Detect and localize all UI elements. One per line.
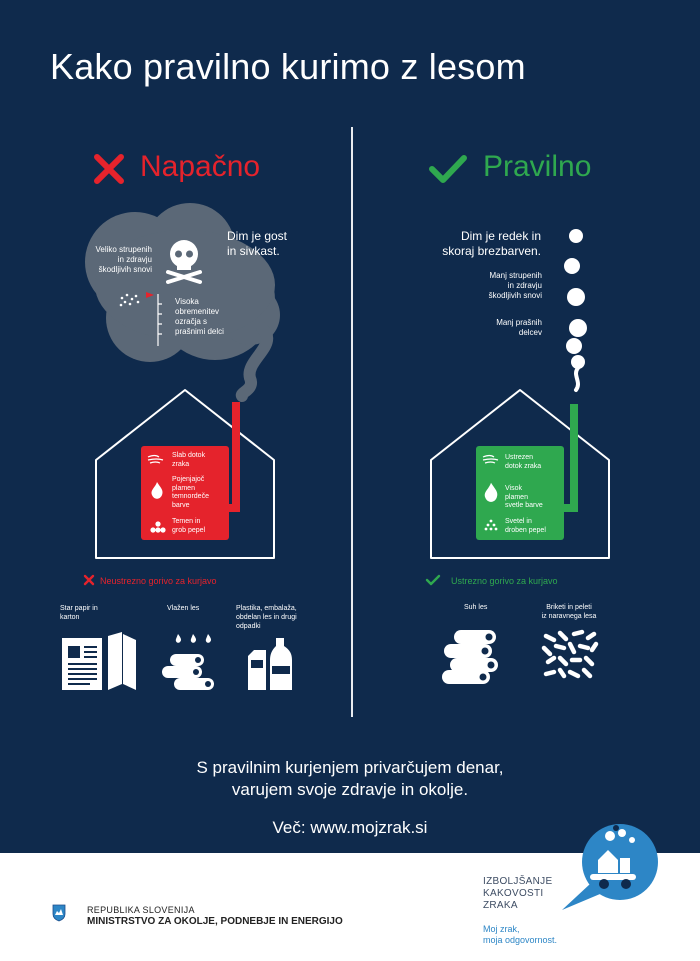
note-line: Manj prašnih — [496, 318, 542, 327]
stove-line: Slab dotok — [172, 452, 206, 459]
fuel-line: karton — [60, 614, 80, 621]
air-quality-bubble-logo — [560, 818, 660, 918]
right-fuel-heading: Ustrezno gorivo za kurjavo — [451, 576, 558, 586]
stove-right-flame — [505, 485, 543, 511]
fuel-line: Suh les — [464, 604, 488, 611]
note-line: obremenitev — [175, 307, 220, 316]
fuel-line: Star papir in — [60, 605, 98, 612]
stove-line: plamen — [505, 493, 528, 501]
fuel-line: Briketi in peleti — [546, 604, 592, 611]
ministry-label: MINISTRSTVO ZA OKOLJE, PODNEBJE IN ENERGIJO — [87, 916, 343, 927]
stove-line: Ustrezen — [505, 454, 534, 461]
message-line: varujem svoje zdravje in okolje. — [231, 780, 469, 799]
campaign-slogan — [483, 924, 557, 946]
note-line: škodljivih snovi — [98, 265, 152, 274]
note-line: Veliko strupenih — [95, 245, 152, 254]
stove-line: Pojenjajoč — [172, 476, 205, 483]
note-line: skoraj brezbarven. — [442, 244, 541, 258]
fuel-briquettes-label — [538, 603, 600, 621]
stove-line: dotok zraka — [505, 462, 542, 470]
note-line: ozračja s — [175, 317, 208, 326]
fuel-line: odpadki — [236, 623, 261, 630]
fuel-line: Vlažen les — [167, 605, 200, 612]
stove-right-air — [505, 454, 541, 471]
note-line: in sivkast. — [227, 244, 280, 258]
note-line: in zdravju — [117, 255, 152, 264]
stove-line: Visok — [505, 485, 522, 492]
note-line: in zdravju — [507, 281, 542, 290]
campaign-line: ZRAKA — [483, 900, 518, 911]
fuel-line: obdelan les in drugi — [236, 614, 297, 621]
flame-icon — [483, 482, 499, 504]
note-line: delcev — [518, 328, 542, 337]
stove-line: temnordeče — [172, 493, 209, 500]
note-line: Dim je gost — [227, 229, 288, 243]
more-info-link[interactable]: Več: www.mojzrak.si — [272, 818, 428, 837]
stove-line: zraka — [172, 460, 190, 468]
note-line: Dim je redek in — [460, 229, 541, 243]
republic-label: REPUBLIKA SLOVENIJA — [87, 905, 195, 915]
pellets-icon — [540, 630, 600, 682]
stove-right-ash — [505, 518, 546, 535]
stove-line: svetle barve — [505, 502, 543, 509]
slogan-line: Moj zrak, — [483, 924, 520, 934]
note-line: prašnimi delci — [175, 327, 224, 336]
wind-icon — [482, 454, 500, 466]
small-check-icon — [426, 575, 440, 585]
stove-line: barve — [172, 501, 190, 509]
fuel-dry-wood-label — [464, 603, 487, 612]
campaign-line: KAKOVOSTI — [483, 888, 544, 899]
campaign-line: IZBOLJŠANJE — [483, 876, 553, 887]
right-heading: Pravilno — [483, 150, 592, 183]
slogan-line: moja odgovornost. — [483, 935, 558, 945]
dry-logs-icon — [440, 628, 506, 684]
campaign-label — [483, 876, 552, 912]
note-line: Manj strupenih — [489, 271, 542, 280]
wrong-heading: Napačno — [140, 150, 261, 183]
stove-line: Svetel in — [505, 518, 532, 525]
fuel-line: Plastika, embalaža, — [236, 605, 297, 612]
stove-line: Temen in — [172, 518, 201, 525]
key-message — [0, 757, 700, 801]
note-line: Visoka — [175, 297, 199, 306]
coat-of-arms-icon — [52, 904, 66, 922]
fine-ash-icon — [484, 519, 498, 531]
message-line: S pravilnim kurjenjem privarčujem denar, — [196, 758, 504, 777]
fuel-line: iz naravnega lesa — [541, 613, 597, 620]
stove-line: droben pepel — [505, 526, 546, 534]
wrong-fuel-heading: Neustrezno gorivo za kurjavo — [100, 576, 217, 586]
stove-line: grob pepel — [172, 526, 206, 534]
stove-line: plamen — [172, 484, 195, 492]
page-title: Kako pravilno kurimo z lesom — [50, 46, 526, 87]
note-line: škodljivih snovi — [488, 291, 542, 300]
